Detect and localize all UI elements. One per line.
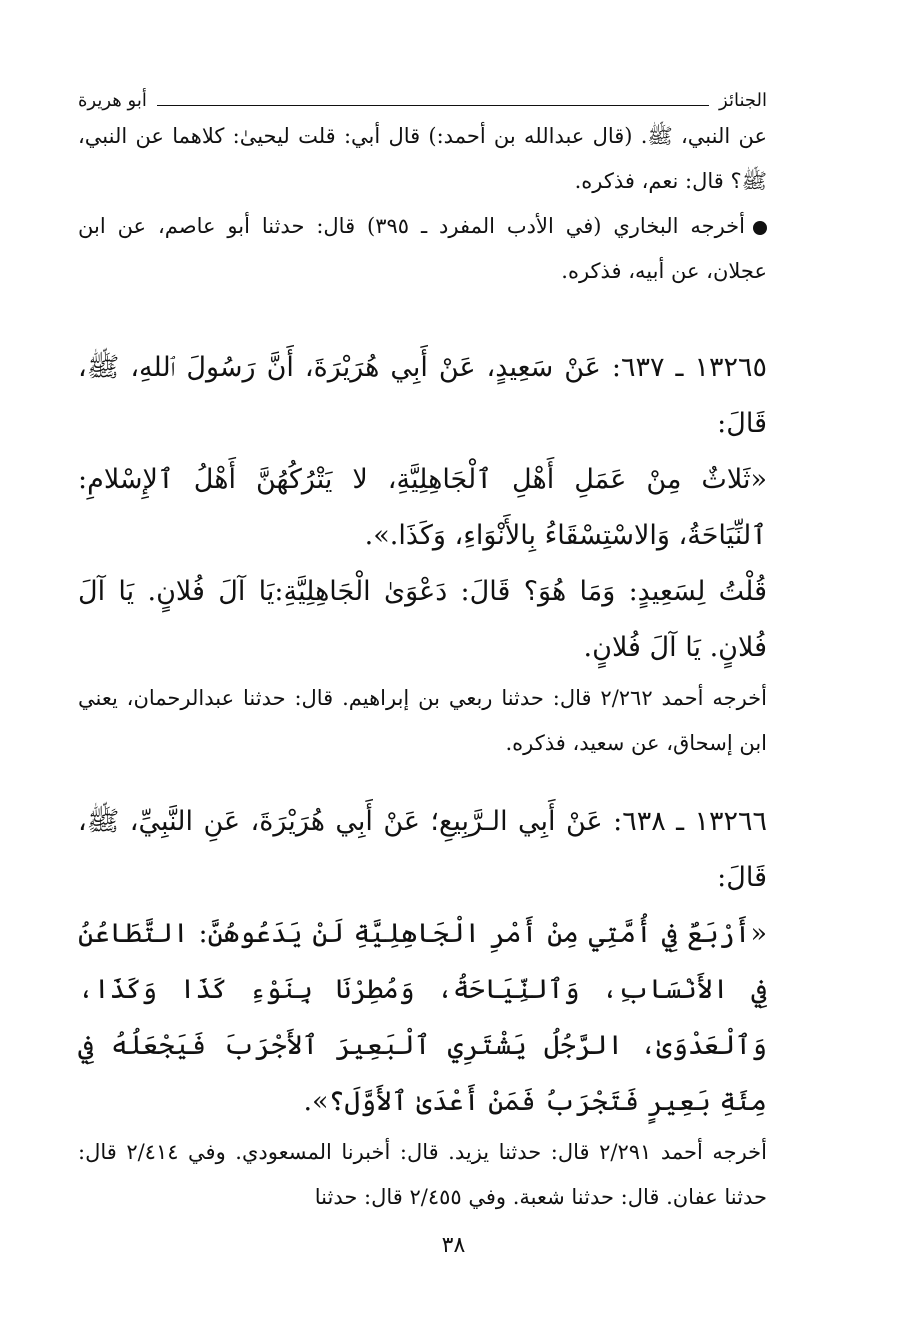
- hadith-13266-text: «أَرْبَعٌ فِي أُمَّتِي مِنْ أَمْرِ الْجَاهِلِيَّةِ لَنْ يَدَعُوهُنَّ: التَّطَاعُنُ فِي الأَنْسَابِ، وَٱلنِّيَاحَةُ، وَمُطِرْنَا بِنَوْءِ كَذَا وَكَذَا، وَٱلْعَدْوَىٰ، الرَّجُلُ يَشْتَرِي ٱلْبَعِيرَ ٱلأَجْرَبَ فَيَجْعَلُهُ فِي مِئَةِ بَعِيرٍ فَتَجْرَبُ فَمَنْ أَعْدَىٰ ٱلأَوَّلَ؟».: [78, 918, 767, 1117]
- header-rule: [157, 105, 709, 106]
- running-header: [78, 88, 767, 114]
- section-gap: [78, 766, 767, 794]
- hadith-13265-intro: ١٣٢٦٥ ـ ٦٣٧: عَنْ سَعِيدٍ، عَنْ أَبِي هُرَيْرَةَ، أَنَّ رَسُولَ ٱللهِ، ﷺ، قَالَ:: [78, 352, 767, 439]
- section-gap: [78, 294, 767, 340]
- hadith-13266-intro: ١٣٢٦٦ ـ ٦٣٨: عَنْ أَبِي الـرَّبِيعِ؛ عَنْ أَبِي هُرَيْرَةَ، عَنِ النَّبِيِّ، ﷺ، قَالَ:: [78, 806, 767, 893]
- hadith-13266-source: أخرجه أحمد ٢/٢٩١ قال: حدثنا يزيد. قال: أخبرنا المسعودي. وفي ٢/٤١٤ قال: حدثنا عفان. قال: حدثنا شعبة. وفي ٢/٤٥٥ قال: حدثنا: [78, 1140, 768, 1209]
- bullet-icon: [753, 221, 767, 235]
- bukhari-reference: أخرجه البخاري (في الأدب المفرد ـ ٣٩٥) قال: حدثنا أبو عاصم، عن ابن عجلان، عن أبيه، فذكره.: [78, 214, 767, 283]
- page-number: ٣٨: [441, 1233, 466, 1258]
- hadith-13265-source: أخرجه أحمد ٢/٢٦٢ قال: حدثنا ربعي بن إبراهيم. قال: حدثنا عبدالرحمان، يعني ابن إسحاق، عن سعيد، فذكره.: [78, 686, 767, 755]
- section-title: أبو هريرة: [78, 90, 147, 111]
- continuation-paragraph: عن النبي، ﷺ. (قال عبدالله بن أحمد:) قال أبي: قلت ليحيىٰ: كلاهما عن النبي، ﷺ؟ قال: نعم، فذكره.: [78, 124, 767, 193]
- hadith-13265-text: «ثَلاثٌ مِنْ عَمَلِ أَهْلِ ٱلْجَاهِلِيَّةِ، لا يَتْرُكُهُنَّ أَهْلُ ٱلإِسْلامِ: ٱلنِّيَاحَةُ، وَالاسْتِسْقَاءُ بِالأَنْوَاءِ، وَكَذَا.».: [78, 464, 767, 551]
- chapter-title: الجنائز: [719, 90, 767, 111]
- hadith-13265-question: قُلْتُ لِسَعِيدٍ: وَمَا هُوَ؟ قَالَ: دَعْوَىٰ الْجَاهِلِيَّةِ:يَا آلَ فُلانٍ. يَا آلَ فُلانٍ. يَا آلَ فُلانٍ.: [78, 576, 767, 663]
